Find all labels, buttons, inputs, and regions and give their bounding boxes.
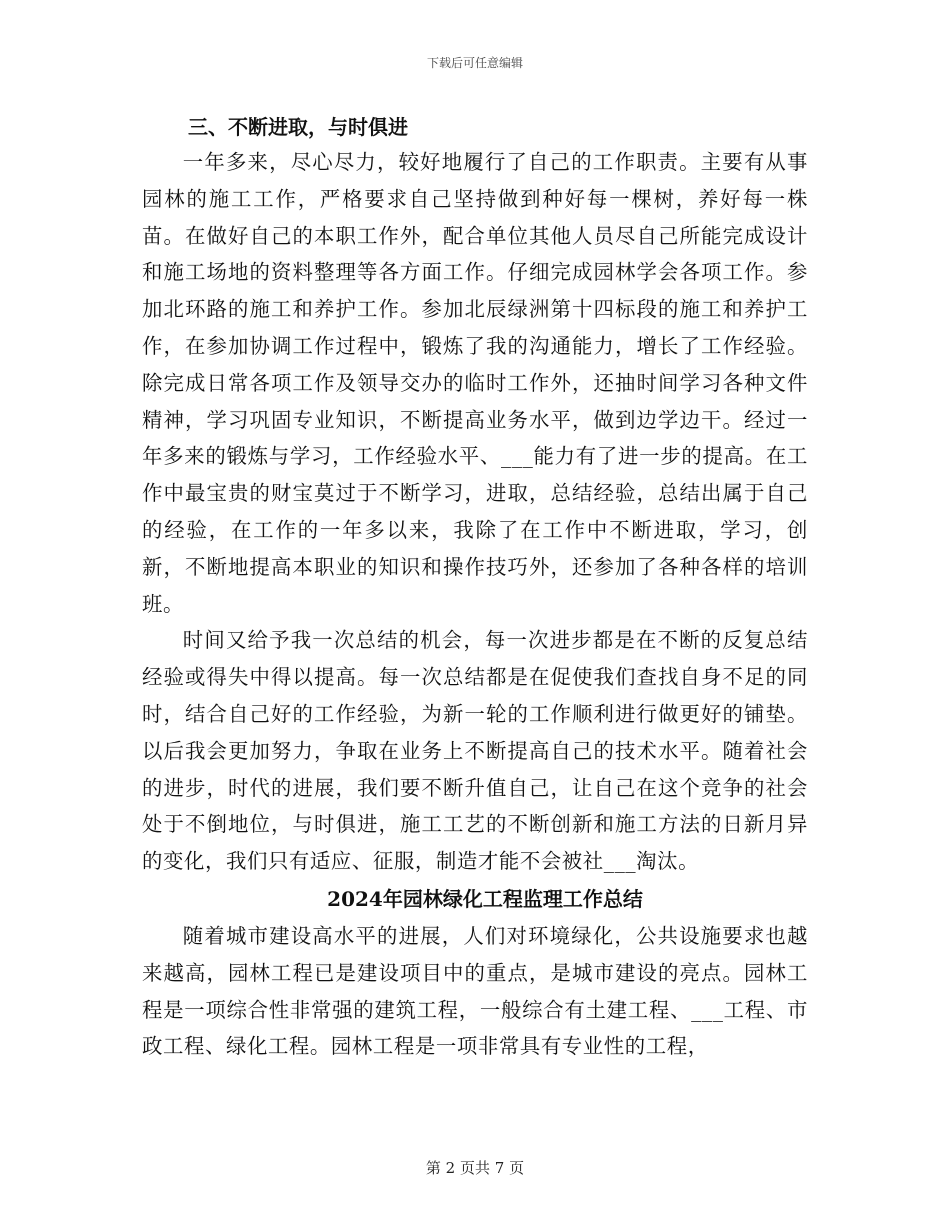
paragraph-2: 时间又给予我一次总结的机会，每一次进步都是在不断的反复总结经验或得失中得以提高。每一次总结都是在促使我们查找自身不足的同时，结合自己好的工作经验，为新一轮的工作顺利进行做更好的铺垫。以后我会更加努力，争取在业务上不断提高自己的技术水平。随着社会的进步，时代的进展，我们要不断升值自己，让自己在这个竞争的社会处于不倒地位，与时俱进，施工工艺的不断创新和施工方法的日新月异的变化，我们只有适应、征服，制造才能不会被社___淘汰。	[142, 628, 808, 874]
document-title: 2024年园林绿化工程监理工作总结	[327, 886, 643, 911]
page-footer: 第 2 页共 7 页	[425, 1159, 525, 1177]
section-heading: 三、不断进取，与时俱进	[188, 115, 408, 139]
paragraph-1: 一年多来，尽心尽力，较好地履行了自己的工作职责。主要有从事园林的施工工作，严格要求自己坚持做到种好每一棵树，养好每一株苗。在做好自己的本职工作外，配合单位其他人员尽自己所能完成设计和施工场地的资料整理等各方面工作。仔细完成园林学会各项工作。参加北环路的施工和养护工作。参加北辰绿洲第十四标段的施工和养护工作，在参加协调工作过程中，锻炼了我的沟通能力，增长了工作经验。除完成日常各项工作及领导交办的临时工作外，还抽时间学习各种文件精神，学习巩固专业知识，不断提高业务水平，做到边学边干。经过一年多来的锻炼与学习，工作经验水平、___能力有了进一步的提高。在工作中最宝贵的财宝莫过于不断学习，进取，总结经验，总结出属于自己的经验，在工作的一年多以来，我除了在工作中不断进取，学习，创新，不断地提高本职业的知识和操作技巧外，还参加了各种各样的培训班。	[142, 150, 808, 616]
page-header: 下载后可任意编辑	[426, 56, 523, 70]
document-body	[142, 110, 808, 1065]
paragraph-3: 随着城市建设高水平的进展，人们对环境绿化，公共设施要求也越来越高，园林工程已是建设项目中的重点，是城市建设的亮点。园林工程是一项综合性非常强的建筑工程，一般综合有土建工程、___工程、市政工程、绿化工程。园林工程是一项非常具有专业性的工程，	[142, 923, 808, 1059]
